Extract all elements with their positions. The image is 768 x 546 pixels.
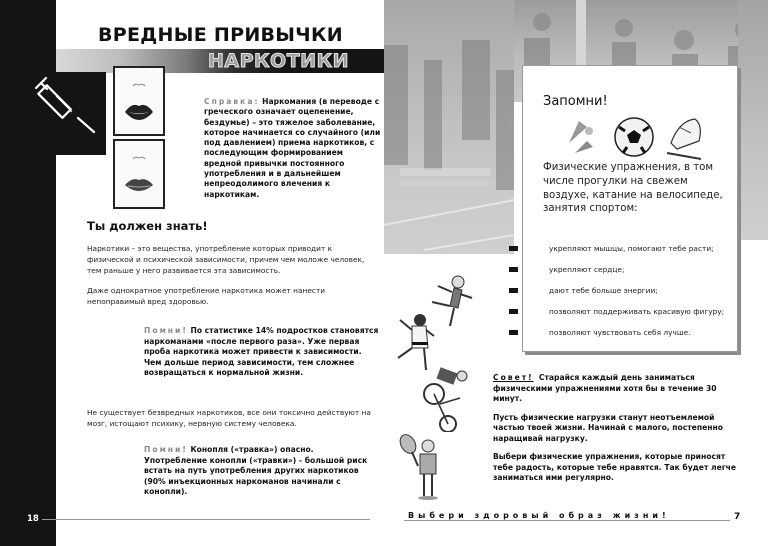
remember-text: По статистике 14% подростков становятся наркоманами «после первого раза». Уже первая проба наркотика может привести к зависимости. Чем дольше период зависимости, тем сложнее возвращаться к нормальной жизни. (144, 326, 379, 377)
section-banner (56, 49, 384, 73)
karate-figure-icon (390, 312, 438, 372)
syringe-emblem (0, 72, 106, 155)
advice-label: Совет! (493, 373, 534, 382)
paragraph: Наркотики – это вещества, употребление которых приводит к физической и психической зависимости, причем чем моложе человек, тем раньше у него развивается эта зависимость. (87, 244, 365, 275)
remember-label: Помни! (144, 326, 188, 335)
list-item-text: укрепляют мышцы, помогают тебе расти; (549, 244, 714, 253)
page-title: ВРЕДНЫЕ ПРИВЫЧКИ (98, 24, 343, 46)
benefits-list (509, 244, 739, 349)
photo-lips-open (113, 66, 165, 136)
list-item (509, 244, 739, 265)
remember-note (144, 326, 380, 379)
list-item (509, 265, 739, 286)
skates-icon (667, 119, 701, 159)
shuttlecock-icon (569, 121, 593, 153)
advice-block (493, 373, 743, 492)
lips-image (115, 141, 163, 207)
remember-intro: Физические упражнения, в том числе прогулки на свежем воздухе, катание на велосипеде, занятия спортом: (543, 162, 723, 215)
remember-box (522, 65, 738, 352)
advice-paragraph: Пусть физические нагрузки станут неотъемлемой частью твоей жизни. Начинай с малого, постепенно наращивай нагрузку. (493, 412, 723, 443)
reference-label: Справка: (204, 97, 260, 106)
paragraph: Не существует безвредных наркотиков, все они токсично действуют на мозг, истощают психику, нервную систему человека. (87, 408, 371, 428)
soccer-ball-icon (615, 118, 653, 156)
list-item-text: позволяют поддерживать красивую фигуру; (549, 307, 725, 316)
footer-rule (404, 520, 730, 521)
page-number: 7 (734, 512, 741, 522)
bullet-icon (509, 330, 518, 335)
advice-paragraph: Выбери физические упражнения, которые приносят тебе радость, которые тебе нравятся. Так будет легче заниматься ими регулярно. (493, 452, 737, 482)
footer-rule (42, 519, 370, 520)
track-image (384, 0, 514, 254)
reference-text: Наркомания (в переводе с греческого означает оцепенение, бездумье) – это тяжелое заболевание, которое начинается со случайного (или под давлением) приема наркотиков, с последующим формированием вредной привычки постоянного употребления и в дальнейшем непреодолимого влечения к наркотикам. (204, 97, 381, 199)
tennis-figure-icon (398, 432, 444, 502)
bullet-icon (509, 288, 518, 293)
bullet-icon (509, 246, 518, 251)
advice-paragraph (493, 373, 743, 405)
right-page (384, 0, 768, 546)
sport-icons (561, 113, 711, 161)
footer-slogan: Выбери здоровый образ жизни! (408, 511, 670, 520)
banner-title: НАРКОТИКИ (208, 50, 350, 72)
bullet-icon (509, 267, 518, 272)
list-item (509, 328, 739, 349)
lips-image (115, 68, 163, 134)
advice-text: Старайся каждый день заниматься физическими упражнениями хотя бы в течение 30 минут. (493, 373, 717, 403)
bullet-icon (509, 309, 518, 314)
runners-photo-right (738, 0, 768, 240)
reference-note (204, 97, 382, 200)
page-number: 18 (27, 514, 39, 524)
remember-text: Конопля («травка») опасно. Употребление конопли («травки») - большой риск встать на путь употребления других наркотиков (90% инъекционных наркоманов начинали с конопли). (144, 445, 368, 496)
paragraph: Даже однократное употребление наркотика может нанести непоправимый вред здоровью. (87, 286, 326, 306)
remember-label: Помни! (144, 445, 188, 454)
section-heading: Ты должен знать! (87, 219, 208, 233)
runners-photo-left (384, 0, 514, 254)
list-item-text: укрепляют сердце; (549, 265, 625, 274)
cyclist-figure-icon (422, 366, 472, 432)
remember-note (144, 445, 374, 498)
list-item (509, 286, 739, 307)
list-item (509, 307, 739, 328)
list-item-text: дают тебе больше энергии; (549, 286, 658, 295)
list-item-text: позволяют чувствовать себя лучше. (549, 328, 691, 337)
syringe-icon (34, 74, 96, 134)
photo-lips-bitten (113, 139, 165, 209)
remember-title: Запомни! (543, 94, 608, 109)
